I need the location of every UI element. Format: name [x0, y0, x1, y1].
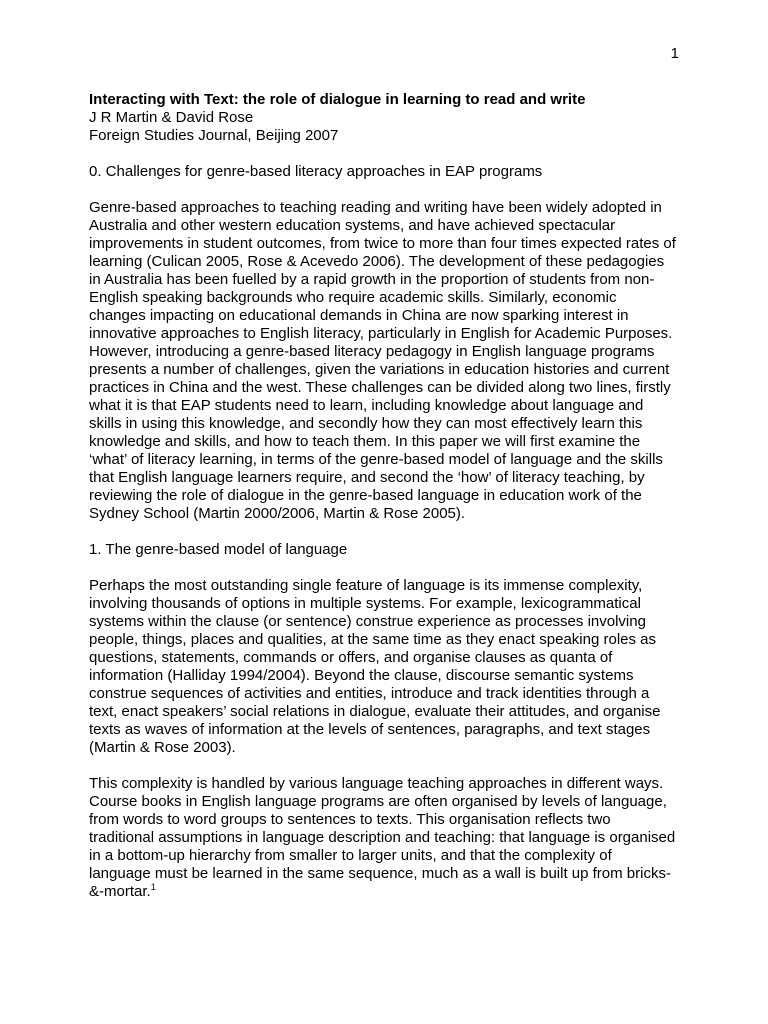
paragraph-line: reviewing the role of dialogue in the genre-based language in education work of the: [89, 487, 642, 504]
paragraph-line: Perhaps the most outstanding single feature of language is its immense complexity,: [89, 577, 643, 594]
paper-authors: J R Martin & David Rose: [89, 109, 254, 126]
paragraph-line: Course books in English language programs are often organised by levels of language,: [89, 793, 667, 810]
section-0-paragraph: [89, 199, 689, 523]
paragraph-line: (Martin & Rose 2003).: [89, 739, 236, 756]
paragraph-line: people, things, places and qualities, at the same time as they enact speaking roles as: [89, 631, 657, 648]
paragraph-line: ‘what’ of literacy learning, in terms of the genre-based model of language and the skills: [89, 451, 663, 468]
paragraph-line: learning (Culican 2005, Rose & Acevedo 2006). The development of these pedagogies: [89, 253, 665, 270]
paragraph-line-text: &-mortar.: [89, 883, 151, 900]
paragraph-line: Sydney School (Martin 2000/2006, Martin & Rose 2005).: [89, 505, 466, 522]
section-0-heading: 0. Challenges for genre-based literacy approaches in EAP programs: [89, 163, 543, 180]
paragraph-line: changes impacting on educational demands in China are now sparking interest in: [89, 307, 629, 324]
paragraph-line: construe sequences of activities and entities, introduce and track identities through a: [89, 685, 650, 702]
paragraph-line: text, enact speakers’ social relations in dialogue, evaluate their attitudes, and organise: [89, 703, 661, 720]
paragraph-line: Australia and other western education systems, and have achieved spectacular: [89, 217, 616, 234]
paragraph-line: Genre-based approaches to teaching reading and writing have been widely adopted in: [89, 199, 662, 216]
paragraph-line: However, introducing a genre-based literacy pedagogy in English language programs: [89, 343, 655, 360]
paragraph-line: presents a number of challenges, given the variations in education histories and current: [89, 361, 670, 378]
document-body: [89, 91, 689, 901]
paragraph-line: English speaking backgrounds who require academic skills. Similarly, economic: [89, 289, 617, 306]
paragraph-line: This complexity is handled by various language teaching approaches in different ways.: [89, 775, 664, 792]
paragraph-line: practices in China and the west. These challenges can be divided along two lines, firstly: [89, 379, 671, 396]
paragraph-line: in Australia has been fuelled by a rapid growth in the proportion of students from non-: [89, 271, 655, 288]
paragraph-line: from words to word groups to sentences to texts. This organisation reflects two: [89, 811, 611, 828]
paragraph-line: that English language learners require, and second the ‘how’ of literacy teaching, by: [89, 469, 645, 486]
paragraph-line: systems within the clause (or sentence) construe experience as processes involving: [89, 613, 646, 630]
paragraph-line: information (Halliday 1994/2004). Beyond the clause, discourse semantic systems: [89, 667, 634, 684]
section-1-heading: 1. The genre-based model of language: [89, 541, 348, 558]
section-1-paragraph-1: [89, 577, 689, 757]
paper-title: Interacting with Text: the role of dialogue in learning to read and write: [89, 91, 586, 108]
footnote-marker[interactable]: 1: [150, 882, 156, 892]
paragraph-line-last: [89, 883, 689, 901]
paragraph-line: language must be learned in the same sequence, much as a wall is built up from bricks-: [89, 865, 671, 882]
paragraph-line: traditional assumptions in language description and teaching: that language is organised: [89, 829, 676, 846]
paragraph-line: texts as waves of information at the levels of sentences, paragraphs, and text stages: [89, 721, 651, 738]
paragraph-line: innovative approaches to English literacy, particularly in English for Academic Purposes.: [89, 325, 673, 342]
paragraph-line: what it is that EAP students need to learn, including knowledge about language and: [89, 397, 644, 414]
paper-publication: Foreign Studies Journal, Beijing 2007: [89, 127, 339, 144]
paragraph-line: skills in using this knowledge, and secondly how they can most effectively learn this: [89, 415, 643, 432]
paragraph-line: improvements in student outcomes, from twice to more than four times expected rates of: [89, 235, 676, 252]
paragraph-line: involving thousands of options in multiple systems. For example, lexicogrammatical: [89, 595, 641, 612]
paragraph-line: questions, statements, commands or offers, and organise clauses as quanta of: [89, 649, 613, 666]
section-1-paragraph-2: [89, 775, 689, 901]
paragraph-line: knowledge and skills, and how to teach them. In this paper we will first examine the: [89, 433, 641, 450]
paragraph-line: in a bottom-up hierarchy from smaller to larger units, and that the complexity of: [89, 847, 612, 864]
page-number: 1: [670, 45, 679, 62]
